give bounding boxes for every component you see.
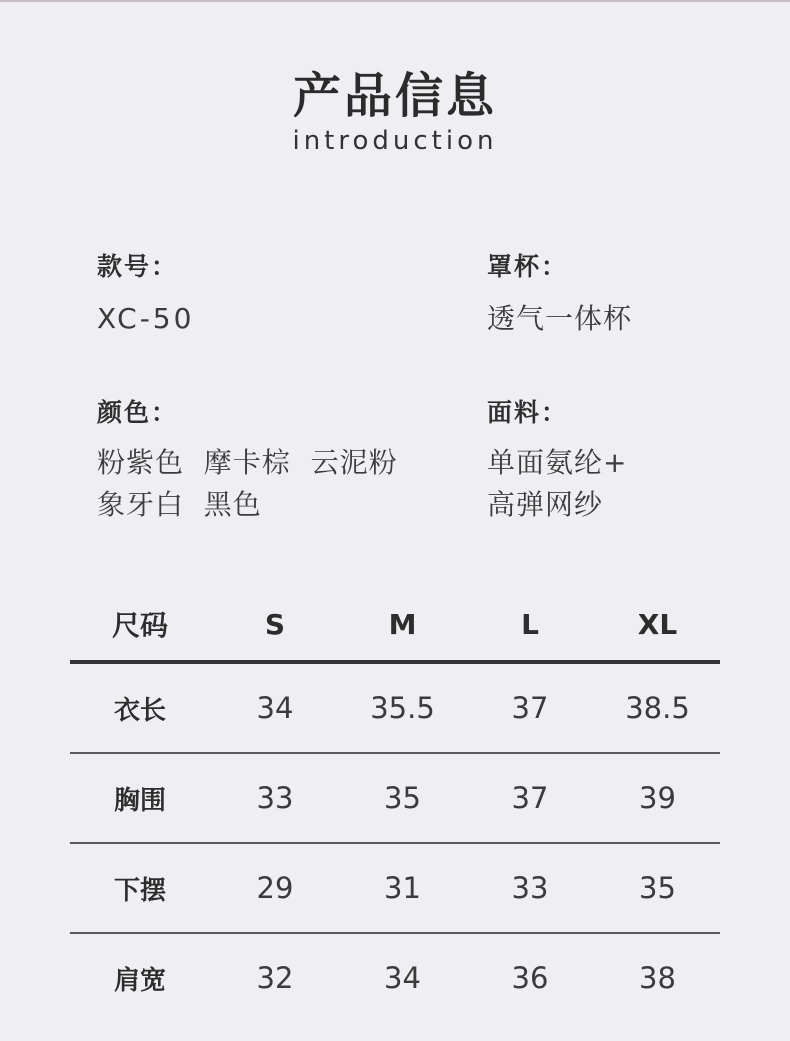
cup-value: 透气一体杯 [487, 302, 633, 335]
cup-label: 罩杯： [487, 252, 569, 281]
table-cell: 35 [384, 781, 421, 815]
page-title: 产品信息 [292, 68, 497, 124]
table-row [70, 844, 720, 934]
table-cell: 37 [511, 781, 549, 815]
header-size-m: M [388, 607, 417, 641]
fabric-block [487, 396, 627, 526]
table-cell: 36 [511, 961, 549, 995]
table-row [70, 754, 720, 844]
fabric-value-line-2: 高弹网纱 [487, 488, 604, 521]
table-cell: 32 [256, 961, 294, 995]
style-number-block [97, 250, 194, 340]
table-cell: 35.5 [370, 691, 435, 725]
style-number-label: 款号： [97, 252, 179, 281]
size-table-header [70, 588, 720, 664]
header-size-xl: XL [637, 607, 678, 641]
table-cell: 37 [511, 691, 549, 725]
color-value-line-1: 粉紫色 摩卡棕 云泥粉 [97, 446, 398, 479]
row-label-length: 衣长 [113, 695, 166, 726]
table-cell: 31 [384, 871, 421, 905]
page-header [0, 66, 790, 156]
row-label-shoulder: 肩宽 [113, 965, 166, 996]
table-cell: 38 [639, 961, 676, 995]
table-cell: 39 [639, 781, 676, 815]
table-cell: 33 [511, 871, 549, 905]
table-cell: 38.5 [625, 691, 690, 725]
table-cell: 35 [639, 871, 676, 905]
fabric-value-line-1: 单面氨纶+ [487, 446, 628, 479]
row-label-hem: 下摆 [113, 875, 166, 906]
table-row [70, 664, 720, 754]
color-label: 颜色： [97, 398, 179, 427]
top-divider [0, 0, 790, 2]
table-cell: 33 [256, 781, 294, 815]
cup-block [487, 250, 632, 340]
header-size-s: S [264, 607, 286, 641]
table-row [70, 934, 720, 1022]
table-cell: 34 [256, 691, 294, 725]
fabric-label: 面料： [487, 398, 569, 427]
header-size-l: L [521, 607, 539, 641]
row-label-chest: 胸围 [113, 785, 166, 816]
color-value-line-2: 象牙白 黑色 [97, 488, 262, 521]
page-subtitle: introduction [292, 126, 498, 156]
header-size-label: 尺码 [111, 609, 168, 642]
size-table [70, 588, 720, 1022]
style-number-value: XC-50 [97, 302, 195, 335]
color-block [97, 396, 398, 526]
table-cell: 29 [256, 871, 294, 905]
table-cell: 34 [384, 961, 421, 995]
